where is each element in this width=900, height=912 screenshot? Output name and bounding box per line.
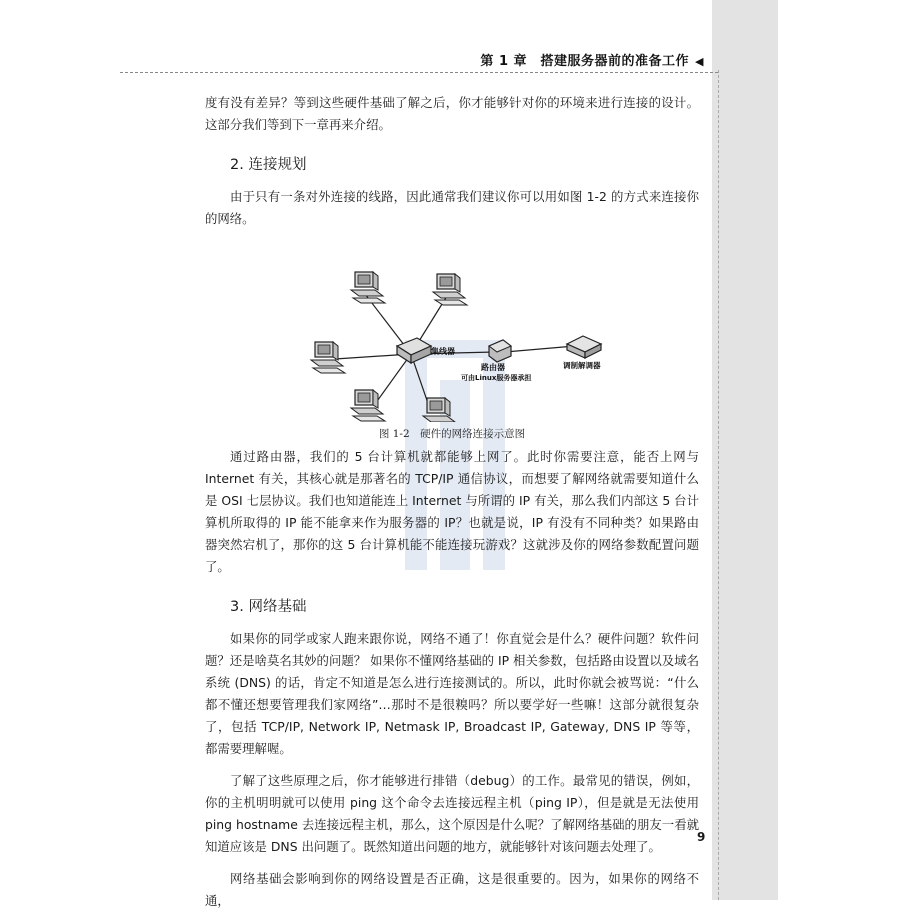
figure-caption: 图 1-2 硬件的网络连接示意图 — [378, 428, 526, 440]
after-figure-paragraph: 通过路由器，我们的 5 台计算机就都能够上网了。此时你需要注意，能否上网与 Internet 有关，其核心就是那著名的 TCP/IP 通信协议，而想要了解网络就需要知道什么是 OSI 七层协议。我们也知道能连上 Internet 与所谓的 IP 有关，那么我们内部这 5 台计算机所取得的 IP 能不能拿来作为服务器的 IP？也就是说，IP 有没有不同种类？如果路由器突然宕机了，那你的这 5 台计算机能不能连接玩游戏？这就涉及你的网络参数配置问题了。 — [205, 449, 699, 574]
router-label: 路由器 — [481, 363, 505, 372]
section-2-paragraph: 由于只有一条对外连接的线路，因此通常我们建议你可以用如图 1-2 的方式来连接你的网络。 — [205, 189, 699, 226]
section-2-heading: 2. 连接规划 — [230, 157, 307, 173]
section-3-paragraph-2: 了解了这些原理之后，你才能够进行排错（debug）的工作。最常见的错误，例如，你的主机明明就可以使用 ping 这个命令去连接远程主机（ping IP），但是就是无法使用 ping hostname 去连接远程主机，那么，这个原因是什么呢？了解网络基础的朋友一看就知道应该是 DNS 出问题了。既然知道出问题的地方，就能够针对该问题去处理了。 — [205, 773, 699, 854]
network-figure — [205, 234, 699, 440]
computer-icon — [433, 274, 467, 305]
intro-paragraph: 度有没有差异？等到这些硬件基础了解之后，你才能够针对你的环境来进行连接的设计。这部分我们等到下一章再来介绍。 — [205, 95, 699, 132]
side-tab-dashed-line — [718, 70, 720, 900]
section-3-heading: 3. 网络基础 — [230, 599, 307, 615]
hub-label: 集线器 — [431, 347, 455, 356]
page-number: 9 — [697, 830, 706, 844]
side-tab — [712, 0, 778, 900]
computer-icon — [351, 272, 385, 303]
chapter-header — [480, 50, 704, 69]
router-icon — [489, 340, 511, 362]
computer-icon — [423, 398, 457, 422]
header-arrow-icon: ◀ — [695, 55, 704, 68]
modem-icon — [567, 336, 601, 358]
modem-label: 调制解调器 — [563, 361, 601, 370]
router-sublabel: 可由Linux服务器承担 — [461, 374, 532, 382]
header-dashed-rule — [120, 72, 718, 73]
section-3-paragraph-1: 如果你的同学或家人跑来跟你说，网络不通了！你直觉会是什么？硬件问题？软件问题？还是啥莫名其妙的问题？ 如果你不懂网络基础的 IP 相关参数，包括路由设置以及域名系统 (DNS) 的话，肯定不知道是怎么进行连接测试的。所以，此时你就会被骂说：“什么都不懂还想要管理我们家网络”…那时不是很糗吗？所以要学好一些嘛！这部分就很复杂了，包括 TCP/IP, Network IP, Netmask IP, Broadcast IP, Gateway, DNS IP 等等，都需要理解喔。 — [205, 631, 699, 756]
network-diagram — [205, 234, 699, 422]
computer-icon — [311, 342, 345, 373]
chapter-title: 第 1 章 搭建服务器前的准备工作 — [480, 54, 690, 69]
page-content — [205, 92, 699, 912]
section-3-paragraph-3: 网络基础会影响到你的网络设置是否正确，这是很重要的。因为，如果你的网络不通， — [205, 871, 699, 908]
computer-icon — [351, 390, 385, 421]
